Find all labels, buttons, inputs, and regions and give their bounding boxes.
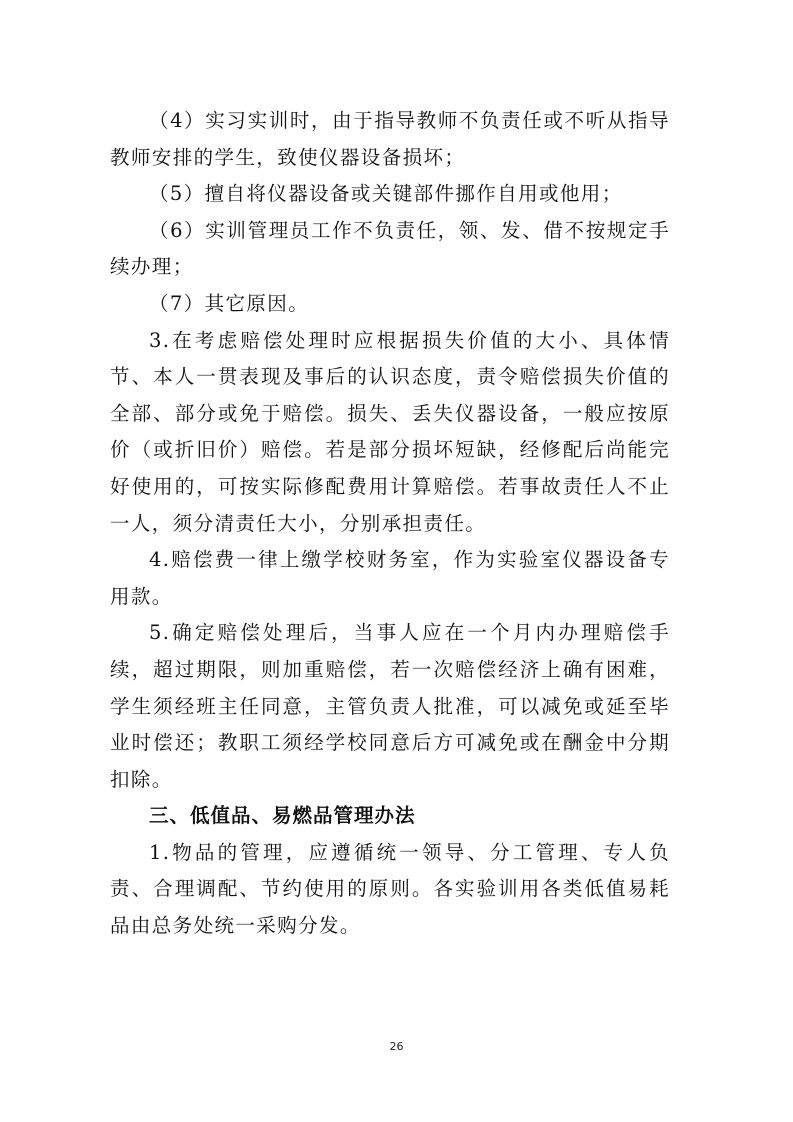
paragraph-item-4: （4）实习实训时，由于指导教师不负责任或不听从指导教师安排的学生，致使仪器设备损坏； bbox=[110, 109, 670, 169]
paragraph-clause-3: 3.在考虑赔偿处理时应根据损失价值的大小、具体情节、本人一贯表现及事后的认识态度，责令赔偿损失价值的全部、部分或免于赔偿。损失、丢失仪器设备，一般应按原价（或折旧价）赔偿。若是部分损坏短缺，经修配后尚能完好使用的，可按实际修配费用计算赔偿。若事故责任人不止一人，须分清责任大小，分别承担责任。 bbox=[110, 328, 670, 535]
paragraph-item-7: （7）其它原因。 bbox=[149, 291, 310, 315]
page-content bbox=[110, 103, 670, 945]
paragraph-clause-5: 5.确定赔偿处理后，当事人应在一个月内办理赔偿手续，超过期限，则加重赔偿，若一次赔偿经济上确有困难，学生须经班主任同意，主管负责人批准，可以减免或延至毕业时偿还；教职工须经学校同意后方可减免或在酬金中分期扣除。 bbox=[110, 621, 670, 791]
section-heading: 三、低值品、易燃品管理办法 bbox=[149, 804, 416, 828]
paragraph-clause-4: 4.赔偿费一律上缴学校财务室，作为实验室仪器设备专用款。 bbox=[110, 548, 670, 608]
page-number: 26 bbox=[389, 1040, 404, 1053]
paragraph-item-5: （5）擅自将仪器设备或关键部件挪作自用或他用； bbox=[149, 182, 623, 206]
paragraph-item-6: （6）实训管理员工作不负责任，领、发、借不按规定手续办理； bbox=[110, 218, 670, 279]
section-paragraph-1: 1.物品的管理，应遵循统一领导、分工管理、专人负责、合理调配、节约使用的原则。各实验训用各类低值易耗品由总务处统一采购分发。 bbox=[110, 840, 670, 938]
